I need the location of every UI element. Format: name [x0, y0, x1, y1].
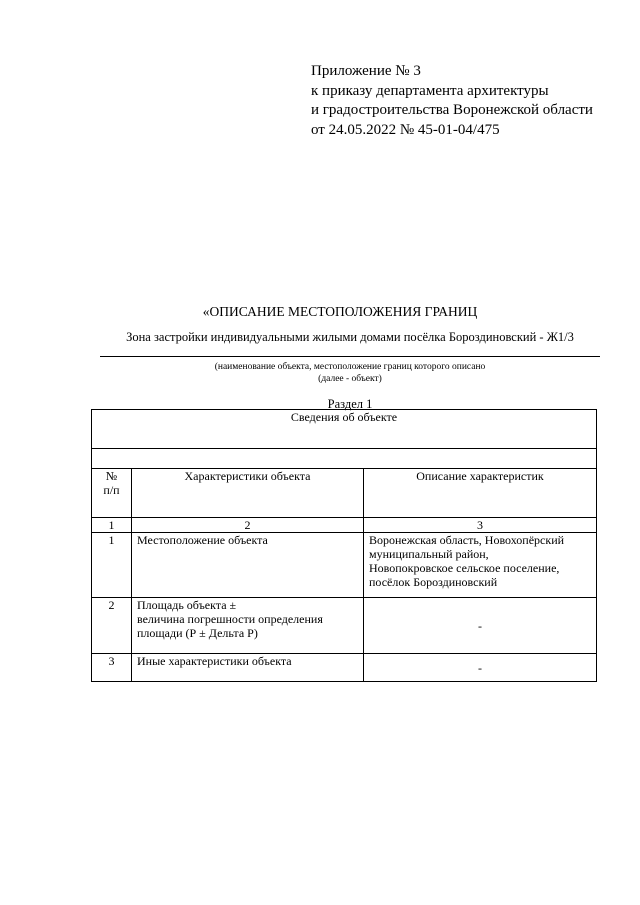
table-row: [92, 598, 597, 654]
section-label: Раздел 1: [327, 397, 373, 411]
description-line: Воронежская область, Новохопёрский: [369, 533, 565, 547]
object-info-table: [91, 409, 597, 682]
object-name: Зона застройки индивидуальными жилыми домами посёлка Бороздиновский - Ж1/3: [126, 330, 574, 344]
description-line: посёлок Бороздиновский: [369, 575, 498, 589]
row-number: 2: [92, 598, 132, 654]
appendix-line: к приказу департамента архитектуры: [311, 82, 549, 99]
caption-line: (далее - объект): [318, 374, 382, 384]
row-number: 1: [92, 533, 132, 598]
appendix-line: от 24.05.2022 № 45-01-04/475: [311, 121, 500, 138]
row-description: -: [364, 598, 597, 654]
appendix-block: [311, 62, 593, 140]
column-number: 2: [132, 518, 364, 533]
row-characteristic: Местоположение объекта: [132, 533, 364, 598]
column-number: 1: [92, 518, 132, 533]
header-number-line: п/п: [103, 483, 120, 497]
characteristic-line: величина погрешности определения: [137, 612, 323, 626]
column-header-description: Описание характеристик: [364, 469, 597, 518]
characteristic-line: площади (Р ± Дельта Р): [137, 626, 258, 640]
row-characteristic: Иные характеристики объекта: [132, 654, 364, 682]
appendix-line: и градостроительства Воронежской области: [311, 102, 593, 118]
column-number-row: [92, 518, 597, 533]
table-heading-row: [92, 410, 597, 449]
description-line: Новопокровское сельское поселение,: [369, 561, 560, 575]
table-empty-row: [92, 449, 597, 469]
document-title: «ОПИСАНИЕ МЕСТОПОЛОЖЕНИЯ ГРАНИЦ: [202, 304, 478, 319]
column-header-characteristic: Характеристики объекта: [132, 469, 364, 518]
row-description: -: [364, 654, 597, 682]
header-number-line: №: [105, 469, 118, 483]
column-header-number: [92, 469, 132, 518]
description-line: муниципальный район,: [369, 547, 489, 561]
table-row: [92, 654, 597, 682]
table-heading: Сведения об объекте: [92, 410, 597, 449]
table-header-row: [92, 469, 597, 518]
characteristic-line: Площадь объекта ±: [137, 598, 237, 612]
appendix-line: Приложение № 3: [311, 63, 421, 79]
row-characteristic: [132, 598, 364, 654]
underline-rule: [100, 356, 600, 357]
column-number: 3: [364, 518, 597, 533]
caption-line: (наименование объекта, местоположение границ которого описано: [214, 362, 486, 372]
empty-cell: [92, 449, 597, 469]
row-number: 3: [92, 654, 132, 682]
row-description: [364, 533, 597, 598]
table-row: [92, 533, 597, 598]
object-name-caption: [100, 361, 600, 385]
